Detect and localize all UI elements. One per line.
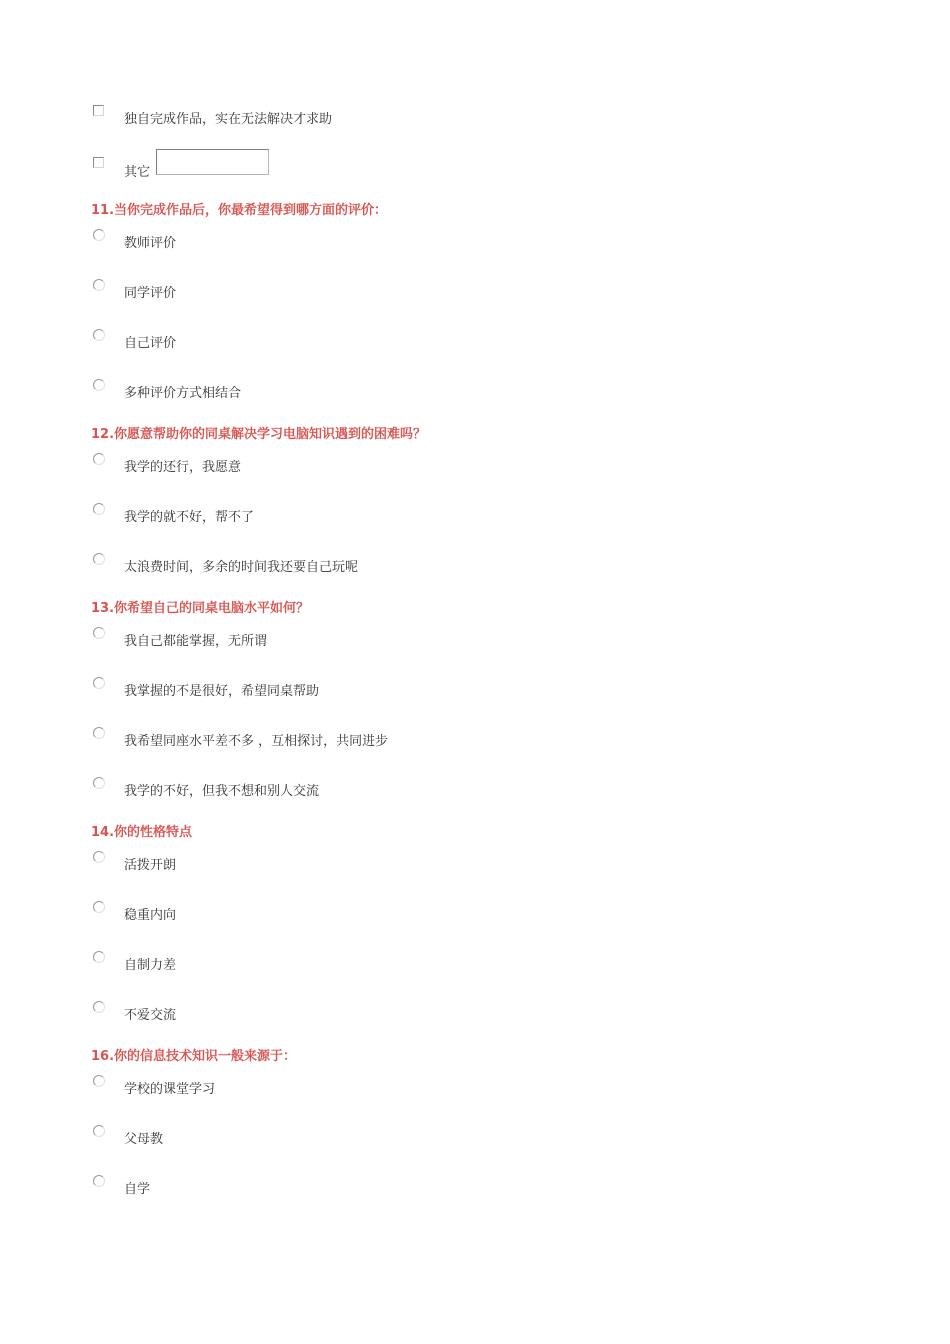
- option-label: 父母教: [124, 1132, 164, 1147]
- option-label: 我希望同座水平差不多 ，互相探讨，共同进步: [124, 734, 389, 749]
- option-label: 自制力差: [124, 958, 177, 973]
- question-title-11: 11.当你完成作品后，你最希望得到哪方面的评价：: [91, 203, 388, 218]
- option-label: 自己评价: [124, 336, 177, 351]
- radio-q16-1[interactable]: [93, 1075, 105, 1087]
- option-label: 其它: [124, 165, 151, 180]
- radio-q12-2[interactable]: [93, 503, 105, 515]
- radio-q16-2[interactable]: [93, 1125, 105, 1137]
- question-title-14: 14.你的性格特点: [91, 825, 193, 840]
- radio-q16-3[interactable]: [93, 1175, 105, 1187]
- option-label: 多种评价方式相结合: [124, 386, 242, 401]
- radio-q13-4[interactable]: [93, 777, 105, 789]
- option-label: 稳重内向: [124, 908, 177, 923]
- radio-q12-1[interactable]: [93, 453, 105, 465]
- radio-q11-4[interactable]: [93, 379, 105, 391]
- option-label: 我学的不好，但我不想和别人交流: [124, 784, 320, 799]
- checkbox-independent[interactable]: [93, 105, 104, 116]
- option-label: 同学评价: [124, 286, 177, 301]
- option-label: 我学的就不好，帮不了: [124, 510, 255, 525]
- question-title-16: 16.你的信息技术知识一般来源于：: [91, 1049, 297, 1064]
- question-title-13: 13.你希望自己的同桌电脑水平如何？: [91, 601, 310, 616]
- option-label: 活拨开朗: [124, 858, 177, 873]
- checkbox-other[interactable]: [93, 157, 104, 168]
- option-label: 太浪费时间，多余的时间我还要自己玩呢: [124, 560, 359, 575]
- radio-q14-4[interactable]: [93, 1001, 105, 1013]
- option-label: 独自完成作品，实在无法解决才求助: [124, 112, 333, 127]
- option-label: 自学: [124, 1182, 151, 1197]
- radio-q14-2[interactable]: [93, 901, 105, 913]
- radio-q13-1[interactable]: [93, 627, 105, 639]
- radio-q13-2[interactable]: [93, 677, 105, 689]
- option-label: 不爱交流: [124, 1008, 177, 1023]
- option-label: 我自己都能掌握，无所谓: [124, 634, 268, 649]
- radio-q11-2[interactable]: [93, 279, 105, 291]
- radio-q12-3[interactable]: [93, 553, 105, 565]
- radio-q11-1[interactable]: [93, 229, 105, 241]
- option-label: 教师评价: [124, 236, 177, 251]
- option-label: 我学的还行，我愿意: [124, 460, 242, 475]
- option-label: 我掌握的不是很好，希望同桌帮助: [124, 684, 320, 699]
- radio-q14-1[interactable]: [93, 851, 105, 863]
- option-label: 学校的课堂学习: [124, 1082, 216, 1097]
- radio-q14-3[interactable]: [93, 951, 105, 963]
- radio-q11-3[interactable]: [93, 329, 105, 341]
- other-text-input[interactable]: [156, 149, 269, 175]
- radio-q13-3[interactable]: [93, 727, 105, 739]
- question-title-12: 12.你愿意帮助你的同桌解决学习电脑知识遇到的困难吗？: [91, 427, 427, 442]
